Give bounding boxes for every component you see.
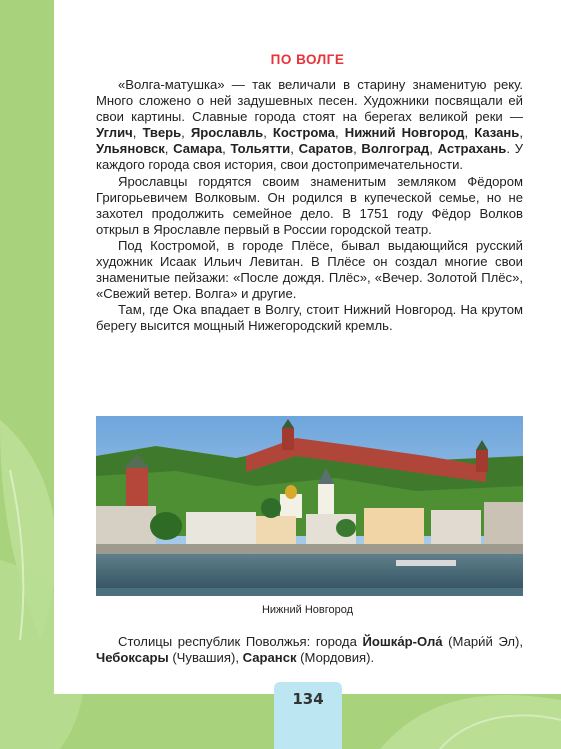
nizhny-novgorod-photo	[96, 416, 523, 596]
paragraph-volkov: Ярославцы гордятся своим знаменитым земляком Фёдором Григорьевичем Волковым. Он родился в купеческой семье, но не захотел продолжить семейное дело. В 1751 году Фёдор Волков открыл в Ярославле первый в России городской театр.	[96, 173, 523, 237]
photo-caption: Нижний Новгород	[261, 604, 354, 616]
city-name: Ульяновск	[96, 141, 165, 157]
city-name: Саратов	[298, 141, 354, 157]
paragraph-capitals: Столицы республик Поволжья: города Йошка́р-Ола́ (Мари́й Эл), Чебоксары (Чувашия), Саранск (Мордовия).	[96, 634, 524, 666]
city-name: Кострома	[272, 125, 336, 141]
main-text	[96, 77, 523, 335]
page-number: 134	[292, 690, 324, 708]
city-name: Ярославль	[190, 125, 264, 141]
paragraph-volga: «Волга-матушка» — так величали в старину знаменитую реку. Много сложено о ней задушевных песен. Художники посвящали ей свои картины. Славные города стоят на берегах великой реки — Углич, Тверь, Ярославль, Кострома, Нижний Новгород, Казань, Ульяновск, Самара, Тольятти, Саратов, Волгоград, Астрахань. У каждого города своя история, свои достопримечательности.	[96, 77, 524, 173]
city-name: Нижний Новгород	[344, 125, 465, 141]
city-name: Тольятти	[230, 141, 291, 157]
city-name: Тверь	[142, 125, 182, 141]
paragraph-levitan: Под Костромой, в городе Плёсе, бывал выдающийся русский художник Исаак Ильич Левитан. В Плёсе он создал многие свои знаменитые пейзажи: «После дождя. Плёс», «Вечер. Золотой Плёс», «Свежий ветер. Волга» и другие.	[96, 237, 523, 302]
capitals-text	[96, 634, 523, 666]
city-name: Волгоград	[361, 141, 430, 157]
city-name: Астрахань	[437, 141, 507, 157]
city-name: Казань	[474, 125, 520, 141]
city-name: Углич	[96, 125, 133, 141]
section-title: ПО ВОЛГЕ	[270, 52, 345, 67]
city-name: Самара	[173, 141, 223, 157]
paragraph-nizhny: Там, где Ока впадает в Волгу, стоит Нижний Новгород. На крутом берегу высится мощный Нижегородский кремль.	[96, 302, 523, 334]
